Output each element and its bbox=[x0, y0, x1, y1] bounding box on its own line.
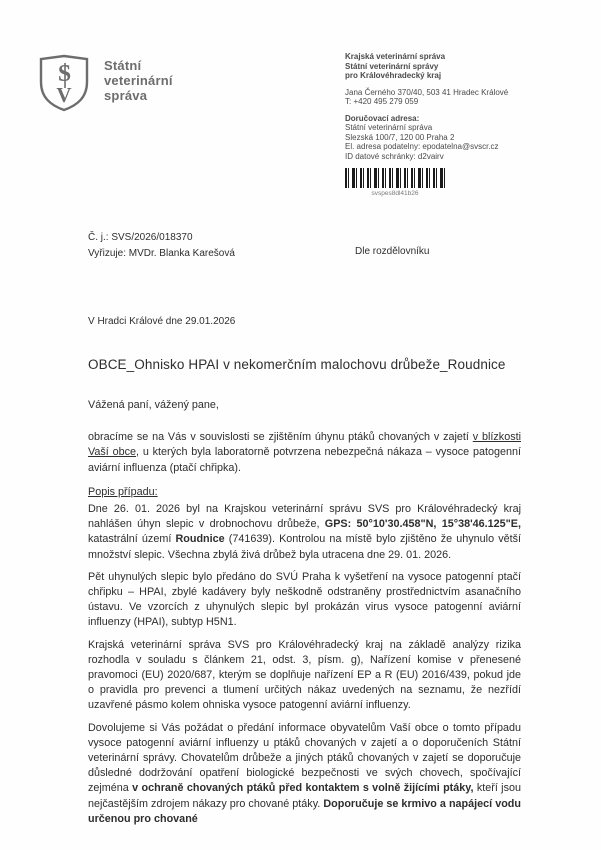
svs-logo-block bbox=[38, 54, 173, 112]
request-bold-protection: v ochraně chovaných ptáků před kontaktem s volně žijícími ptáky, bbox=[132, 782, 474, 795]
case-description-heading: Popis případu: bbox=[88, 485, 158, 498]
delivery-address bbox=[345, 114, 575, 162]
office-street: Jana Černého 370/40, 503 41 Hradec Králové bbox=[345, 87, 509, 97]
letter-body bbox=[88, 398, 521, 827]
regional-office-name bbox=[345, 52, 575, 81]
handled-by: Vyřizuje: MVDr. Blanka Karešová bbox=[88, 248, 235, 259]
case1-text: (741639). Kontrolou na místě bylo zjištěno že uhynulo větší množství slepic. Všechna zbylá živá drůbež byla utracena dne 29. 01. 2026. bbox=[88, 533, 521, 561]
office-line: Státní veterinární správy bbox=[345, 61, 439, 71]
office-phone: T: +420 495 279 059 bbox=[345, 97, 419, 106]
dateline: V Hradci Králové dne 29.01.2026 bbox=[88, 316, 236, 327]
org-name bbox=[104, 58, 173, 103]
distribution-note: Dle rozdělovníku bbox=[355, 246, 430, 257]
request-paragraph bbox=[88, 721, 521, 827]
letterhead-block bbox=[345, 52, 575, 199]
svg-text:V: V bbox=[56, 83, 72, 107]
delivery-email: El. adresa podatelny: epodatelna@svscr.cz bbox=[345, 142, 499, 151]
cadastral-area-name: Roudnice bbox=[175, 533, 225, 546]
gps-coordinates: GPS: 50°10'30.458"N, 15°38'46.125"E, bbox=[324, 518, 521, 531]
office-line: pro Královéhradecký kraj bbox=[345, 71, 442, 80]
delivery-address-label: Doručovací adresa: bbox=[345, 113, 420, 123]
org-name-line: Státní bbox=[104, 58, 142, 73]
office-contact bbox=[345, 88, 575, 107]
barcode-caption: svspes8dl41b26 bbox=[371, 190, 419, 197]
intro-paragraph bbox=[88, 430, 521, 476]
request-text: Dovolujeme si Vás požádat o předání informace obyvatelům Vaší obce o tomto případu vysoce patogenní aviární influenzy u ptáků chovaných v zajetí a o doporučeních Státní veterinární správy. Chovatelům drůbeže a jiných ptáků chovaných v zajetí se doporučuje důsledné dodržování opatření biologické bezpečnosti ve svých chovech, spočívající zejména bbox=[88, 721, 521, 795]
org-name-line: veterinární bbox=[104, 73, 173, 88]
barcode-block bbox=[345, 168, 445, 199]
intro-text: , u kterých byla laboratorně potvrzena nebezpečná nákaza – vysoce patogenní aviární influenza (ptačí chřipka). bbox=[88, 446, 522, 474]
barcode-image bbox=[345, 168, 445, 188]
salutation: Vážená paní, vážený pane, bbox=[88, 399, 219, 411]
file-number: Č. j.: SVS/2026/018370 bbox=[88, 232, 193, 243]
org-name-line: správa bbox=[104, 88, 148, 103]
case1-text: Dne 26. 01. 2026 byl na Krajskou veterinární správu SVS pro Královéhradecký kraj nahlášen úhyn slepic v drobnochovu drůbeže, bbox=[88, 503, 521, 531]
case-paragraph-2: Pět uhynulých slepic bylo předáno do SVÚ Praha k vyšetření na vysoce patogenní ptačí chřipku – HPAI, zbylé kadávery byly neškodně odstraněny prostřednictvím asanačního ústavu. Ve vzorcích z uhynulých slepic byl prokázán virus vysoce patogenní aviární influenzy (HPAI), subtyp H5N1. bbox=[88, 570, 521, 629]
request-bold-recommendation: Doporučuje se krmivo a napájecí vodu určenou pro chované bbox=[88, 797, 521, 825]
case-paragraph-3: Krajská veterinární správa SVS pro Královéhradecký kraj na základě analýzy rizika rozhodla v souladu s článkem 21, odst. 3, písm. g), Nařízení komise v přenesené pravomoci (EU) 2020/687, kterým se doplňuje nařízení EP a R (EU) 2016/439, pokud jde o pravidla pro prevenci a tlumení určitých nákaz uvedených na seznamu, že nezřídí uzavřené pásmo kolem ohniska vysoce patogenní aviární influenzy. bbox=[88, 638, 521, 712]
veterinary-shield-icon bbox=[38, 54, 90, 112]
case-paragraph-1 bbox=[88, 502, 521, 563]
office-line: Krajská veterinární správa bbox=[345, 52, 446, 61]
case1-text: katastrální území bbox=[88, 533, 176, 546]
reference-block bbox=[88, 230, 235, 262]
delivery-line: Státní veterinární správa bbox=[345, 123, 433, 132]
databox-id: ID datové schránky: d2vairv bbox=[345, 151, 444, 161]
subject-line: OBCE_Ohnisko HPAI v nekomerčním malochovu drůbeže_Roudnice bbox=[88, 357, 506, 372]
delivery-line: Slezská 100/7, 120 00 Praha 2 bbox=[345, 132, 455, 142]
intro-underlined: v blízkosti Vaší obce bbox=[88, 431, 522, 459]
svg-text:S: S bbox=[57, 61, 72, 87]
intro-text: obracíme se na Vás v souvislosti se zjištěním úhynu ptáků chovaných v zajetí bbox=[88, 431, 473, 444]
request-text: kteří jsou nejčastějším zdrojem nákazy pro chované ptáky. bbox=[88, 782, 521, 810]
